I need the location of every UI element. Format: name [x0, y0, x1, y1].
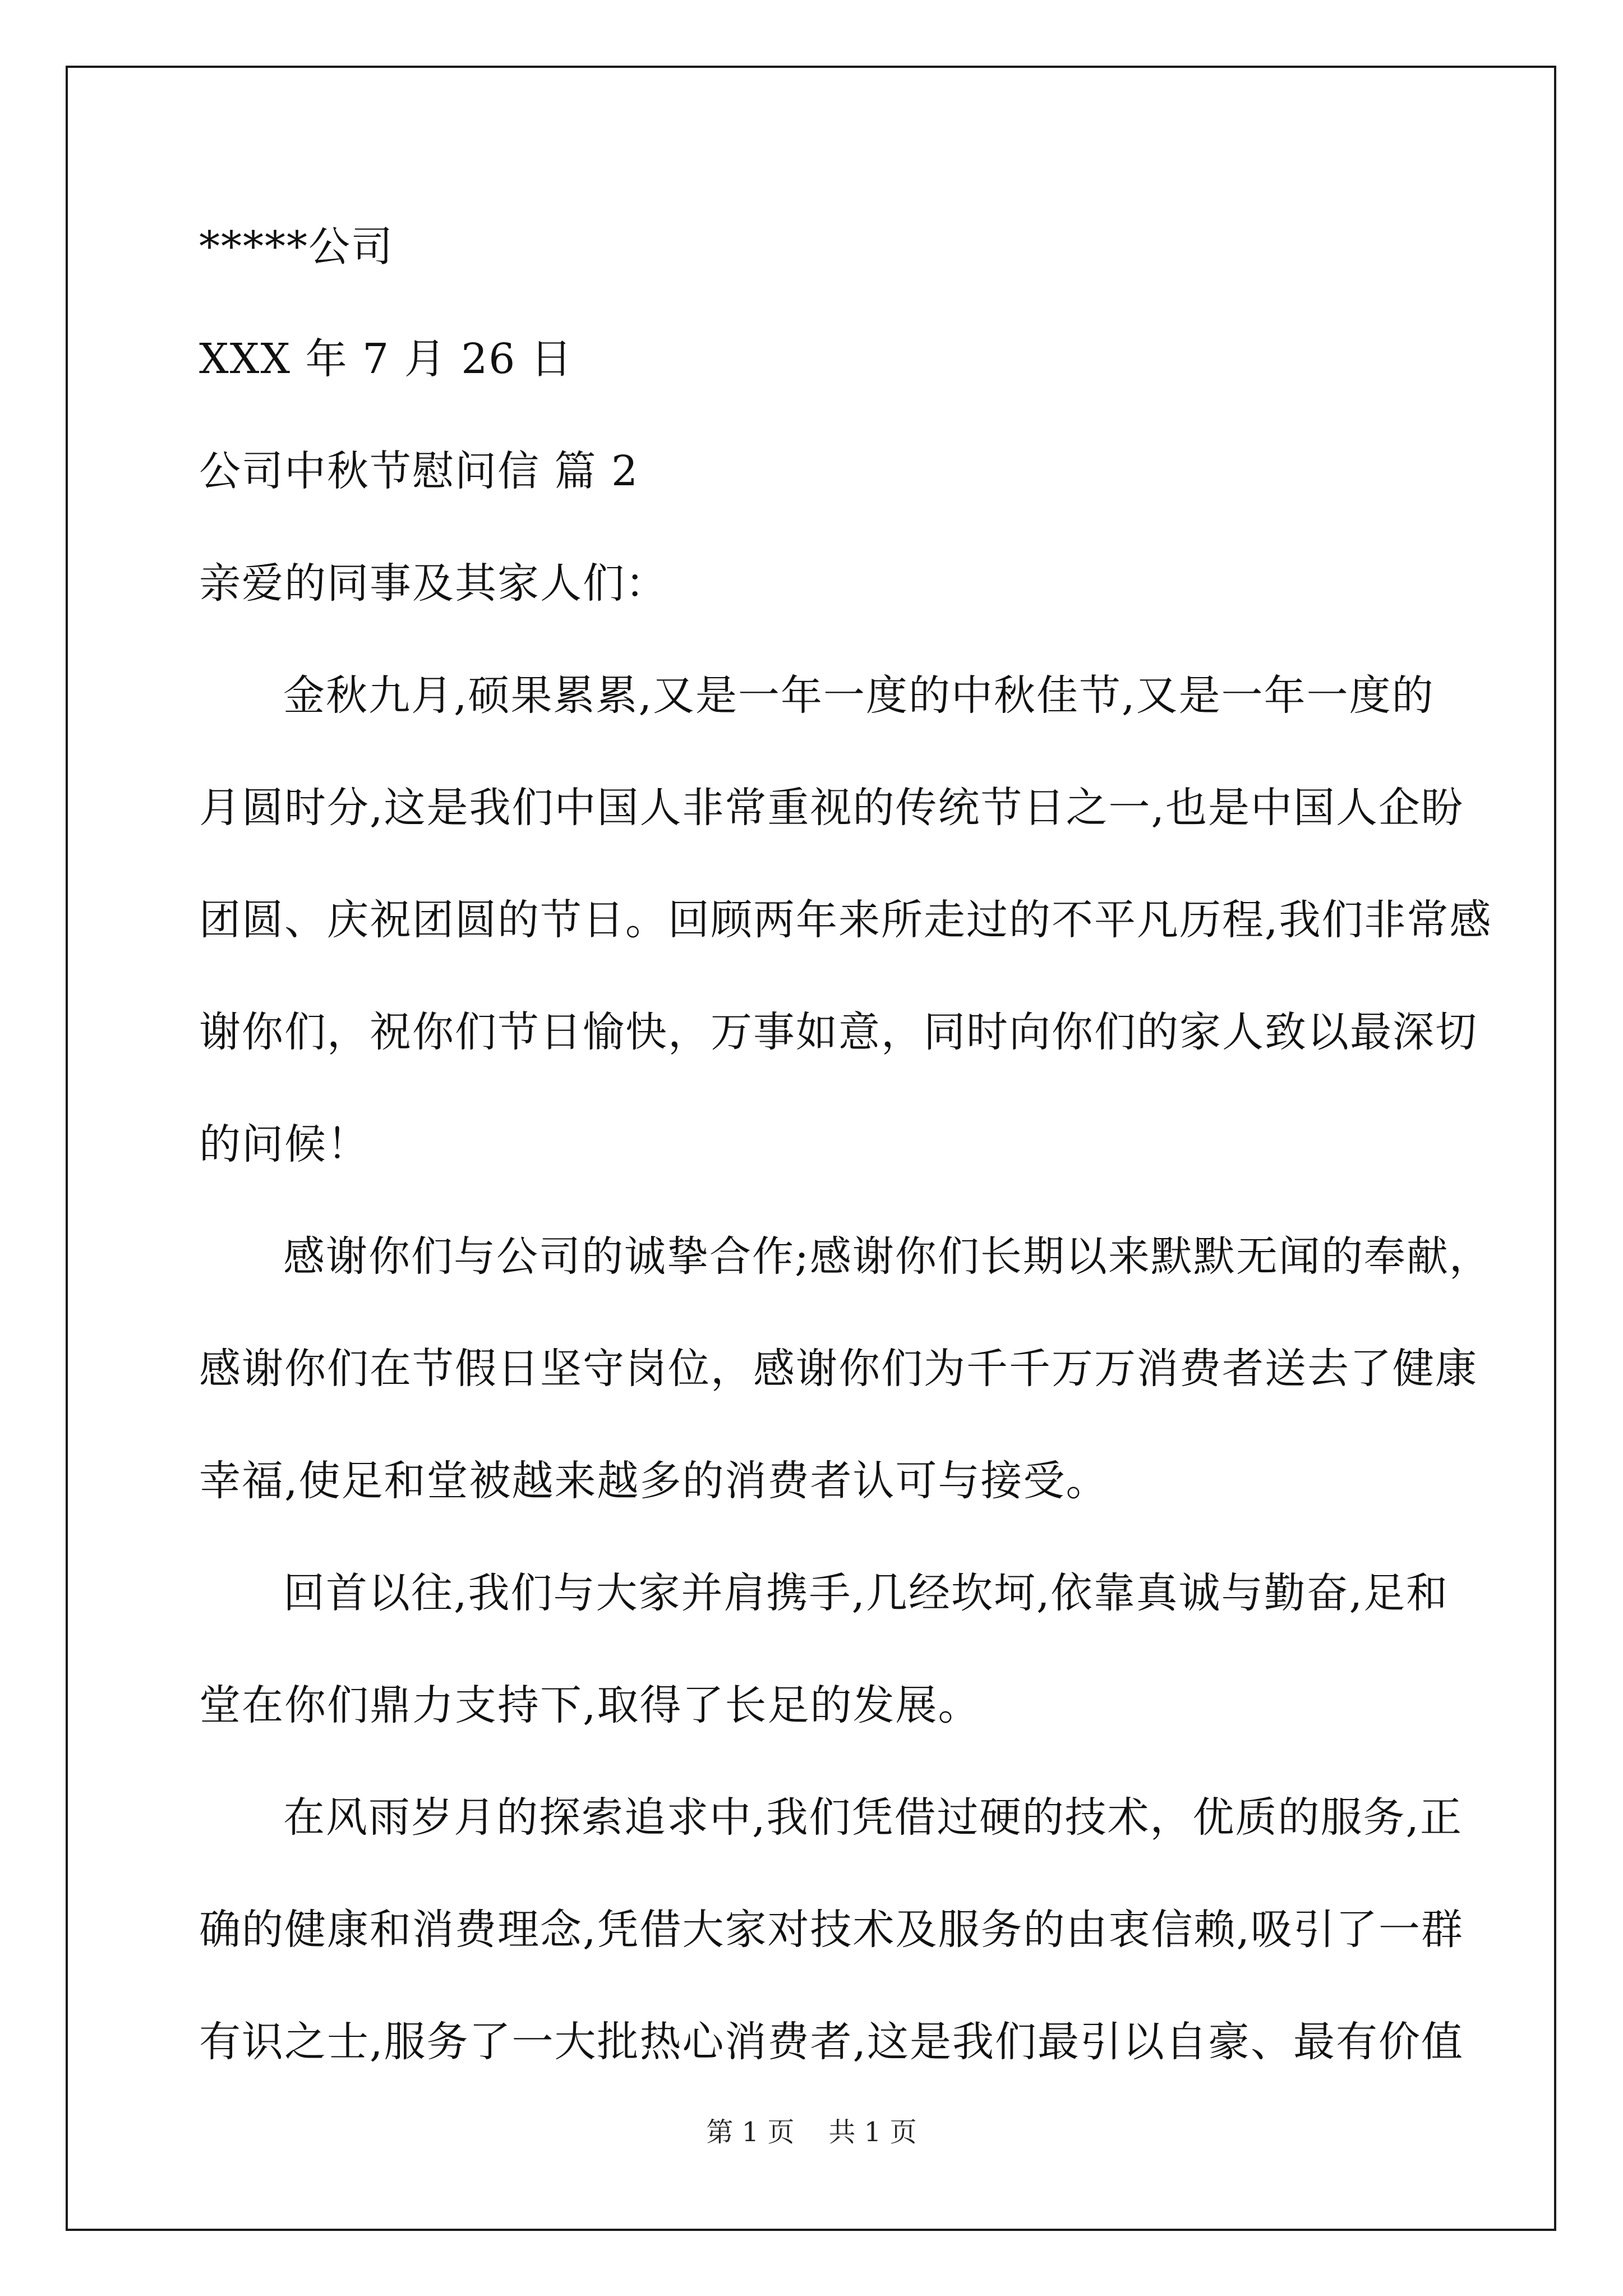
- paragraph-line: 感谢你们与公司的诚挚合作;感谢你们长期以来默默无闻的奉献，: [283, 1232, 1492, 1281]
- paragraph-line: 幸福,使足和堂被越来越多的消费者认可与接受。: [199, 1457, 1109, 1505]
- paragraph-line: 金秋九月,硕果累累,又是一年一度的中秋佳节,又是一年一度的: [283, 671, 1435, 720]
- company-name-line: *****公司: [199, 223, 394, 271]
- paragraph-line: 团圆、庆祝团圆的节日。回顾两年来所走过的不平凡历程,我们非常感: [199, 896, 1492, 944]
- page-number-footer: 第 1 页 共 1 页: [706, 2116, 917, 2148]
- paragraph-line: 确的健康和消费理念,凭借大家对技术及服务的由衷信赖,吸引了一群: [199, 1906, 1464, 1954]
- document-body: [199, 213, 1492, 2120]
- paragraph-line: 有识之士,服务了一大批热心消费者,这是我们最引以自豪、最有价值: [199, 2018, 1464, 2066]
- paragraph-line: 回首以往,我们与大家并肩携手,几经坎坷,依靠真诚与勤奋,足和: [283, 1569, 1449, 1617]
- letter-title: 公司中秋节慰问信 篇 2: [199, 447, 639, 495]
- paragraph-line: 谢你们，祝你们节日愉快，万事如意，同时向你们的家人致以最深切: [199, 1008, 1478, 1056]
- paragraph-line: 堂在你们鼎力支持下,取得了长足的发展。: [199, 1681, 981, 1729]
- date-line: XXX 年 7 月 26 日: [199, 335, 573, 383]
- paragraph-line: 在风雨岁月的探索追求中,我们凭借过硬的技术，优质的服务,正: [283, 1793, 1463, 1842]
- paragraph-line: 月圆时分,这是我们中国人非常重视的传统节日之一,也是中国人企盼: [199, 784, 1464, 832]
- paragraph-line: 的问候！: [199, 1120, 370, 1168]
- paragraph-line: 感谢你们在节假日坚守岗位，感谢你们为千千万万消费者送去了健康: [199, 1345, 1478, 1393]
- salutation: 亲爱的同事及其家人们：: [199, 559, 668, 608]
